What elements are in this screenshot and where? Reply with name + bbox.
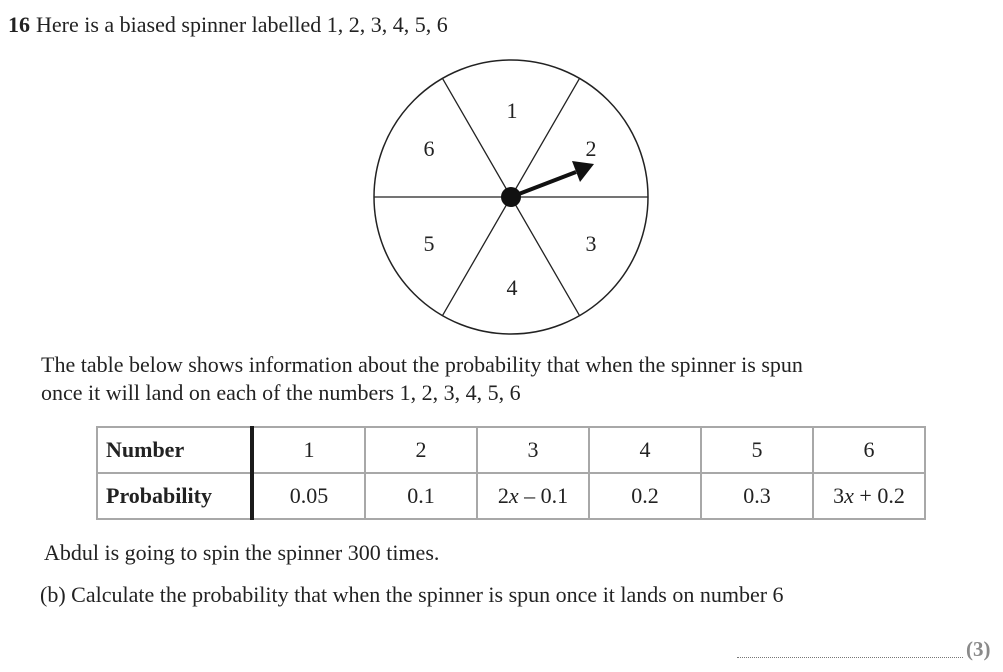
sector-label-3: 3 <box>585 231 597 256</box>
question-number: 16 <box>8 12 30 37</box>
table-row-probability <box>97 473 925 519</box>
number-cell: 5 <box>701 427 813 473</box>
table-row-number <box>97 427 925 473</box>
number-cell: 2 <box>365 427 477 473</box>
pivot-dot <box>501 187 521 207</box>
number-cell: 6 <box>813 427 925 473</box>
question-header <box>8 12 448 38</box>
part-b-question <box>40 582 784 608</box>
variable: x <box>508 483 519 508</box>
variable: x <box>844 483 854 508</box>
probability-cell: 0.3 <box>701 473 813 519</box>
probability-table <box>96 426 926 520</box>
row-header-probability: Probability <box>97 473 252 519</box>
number-cell: 1 <box>252 427 365 473</box>
scenario-text: Abdul is going to spin the spinner 300 times. <box>44 540 440 565</box>
question-stem: Here is a biased spinner labelled 1, 2, 3, 4, 5, 6 <box>36 12 448 37</box>
number-cell: 4 <box>589 427 701 473</box>
expression-rest: – 0.1 <box>518 483 569 508</box>
sector-label-5: 5 <box>423 231 435 256</box>
sector-label-2: 2 <box>585 136 597 161</box>
sector-label-6: 6 <box>423 136 435 161</box>
probability-cell <box>813 473 925 519</box>
sector-label-4: 4 <box>506 275 518 300</box>
marks-label: (3) <box>966 637 991 661</box>
probability-cell <box>477 473 589 519</box>
answer-line[interactable] <box>737 657 963 658</box>
row-header-number: Number <box>97 427 252 473</box>
description-line-2: once it will land on each of the numbers 1, 2, 3, 4, 5, 6 <box>41 380 521 405</box>
expression-rest: + 0.2 <box>853 483 905 508</box>
probability-cell: 0.1 <box>365 473 477 519</box>
description-line-1: The table below shows information about the probability that when the spinner is spun <box>41 352 803 377</box>
number-cell: 3 <box>477 427 589 473</box>
probability-cell: 0.2 <box>589 473 701 519</box>
part-b-text: Calculate the probability that when the spinner is spun once it lands on number 6 <box>71 582 784 607</box>
coefficient: 2 <box>497 483 509 508</box>
table-description <box>41 351 921 407</box>
probability-cell: 0.05 <box>252 473 365 519</box>
part-b-label: (b) <box>40 582 66 607</box>
spinner-diagram <box>370 56 654 340</box>
coefficient: 3 <box>833 483 845 508</box>
sector-label-1: 1 <box>506 98 518 123</box>
